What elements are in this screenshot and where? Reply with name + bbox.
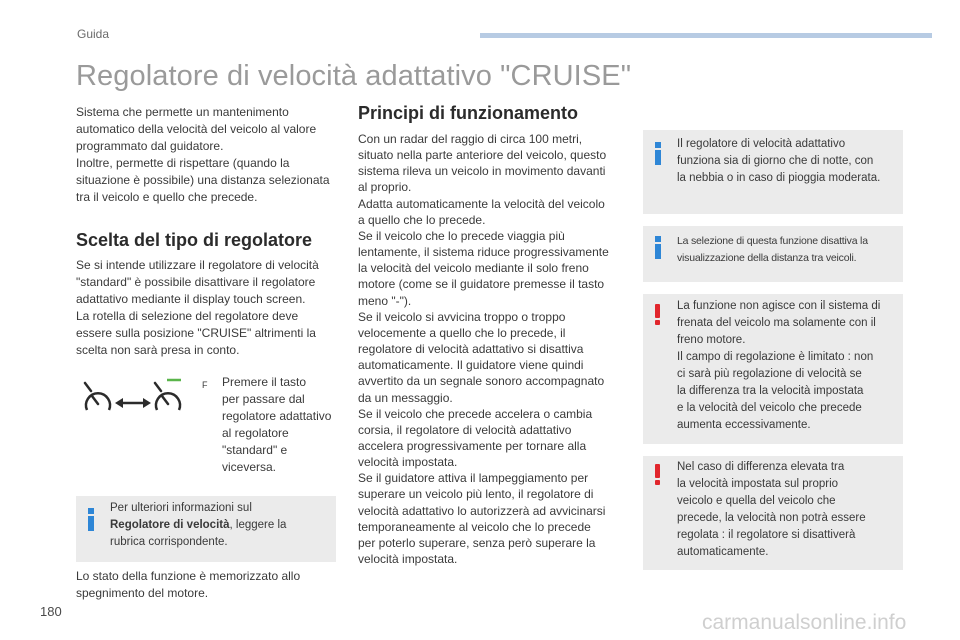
warning-line: freno motore. [677, 334, 746, 346]
principi-line: Se il veicolo che precede accelera o cambia [358, 406, 593, 421]
info-line: Regolatore di velocità, leggere la [110, 519, 287, 531]
header-bar [480, 33, 932, 38]
principi-line: Adatta automaticamente la velocità del veicolo [358, 196, 605, 211]
warning-line: La funzione non agisce con il sistema di [677, 300, 881, 312]
info-icon [655, 236, 661, 259]
warning-line: Il campo di regolazione è limitato : non [677, 351, 874, 363]
info-box-text [677, 136, 899, 187]
info-icon [655, 142, 661, 165]
warning-line: ci sarà più regolazione di velocità se [677, 368, 862, 380]
principi-line: velocemente a quello che lo precede, il [358, 325, 566, 340]
memory-note [76, 568, 346, 602]
principi-line: Se il guidatore attiva il lampeggiamento per [358, 471, 589, 486]
info-line: La selezione di questa funzione disattiva la [677, 235, 868, 247]
intro-line: tra il veicolo e quello che precede. [76, 190, 258, 204]
principi-line: Se il veicolo si avvicina troppo o troppo [358, 309, 566, 324]
scelta-line: Se si intende utilizzare il regolatore di velocità [76, 258, 319, 272]
principi-line: accelera progressivamente per tornare alla [358, 438, 587, 453]
principi-line: temporaneamente al veicolo che lo precede [358, 519, 591, 534]
scelta-line: essere sulla posizione "CRUISE" altrimenti la [76, 326, 316, 340]
warning-line: veicolo e quella del veicolo che [677, 495, 836, 507]
principi-heading: Principi di funzionamento [358, 103, 578, 123]
info-line: rubrica corrispondente. [110, 536, 228, 548]
regulator-toggle-illustration [82, 377, 192, 417]
intro-paragraph [76, 104, 346, 206]
principi-line: situato nella parte anteriore del veicolo, questo [358, 148, 607, 163]
principi-line: velocità impostata. [358, 552, 458, 567]
step-line: Premere il tasto [222, 375, 307, 389]
scelta-line: adattativo mediante il display touch screen. [76, 292, 306, 306]
principi-line: Se il veicolo che lo precede viaggia più [358, 228, 565, 243]
principi-line: la velocità del veicolo mediante il solo freno [358, 261, 589, 276]
step-line: "standard" e [222, 443, 288, 457]
principi-paragraph [358, 131, 628, 567]
info-line: Per ulteriori informazioni sul [110, 502, 252, 514]
warning-line: frenata del veicolo ma solamente con il [677, 317, 876, 329]
page-title: Regolatore di velocità adattativo "CRUISE" [76, 60, 632, 92]
principi-line: velocità impostata. [358, 455, 458, 470]
warning-icon [655, 304, 660, 325]
step-line: al regolatore [222, 426, 289, 440]
principi-line: per poterlo superare, senza però superare la [358, 535, 596, 550]
warning-line: precede, la velocità non potrà essere [677, 512, 866, 524]
warning-line: la differenza tra la velocità impostata [677, 385, 864, 397]
warning-box-text [677, 298, 901, 434]
intro-line: Inoltre, permette di rispettare (quando la [76, 156, 290, 170]
warning-line: automaticamente. [677, 546, 769, 558]
warning-line: aumenta eccessivamente. [677, 419, 811, 431]
scelta-heading: Scelta del tipo di regolatore [76, 230, 313, 250]
intro-line: automatico della velocità del veicolo al valore [76, 122, 317, 136]
scelta-line: La rotella di selezione del regolatore deve [76, 309, 299, 323]
info-line: la nebbia o in caso di pioggia moderata. [677, 172, 881, 184]
info-icon [88, 508, 94, 531]
warning-line: regolata : il regolatore si disattiverà [677, 529, 856, 541]
principi-line: al proprio. [358, 180, 412, 195]
warning-box-engine-brake [643, 294, 903, 444]
scelta-line: "standard" è possibile disattivare il regolatore [76, 275, 316, 289]
principi-line: velocità adattativo lo autorizzerà ad avvicinarsi [358, 503, 606, 518]
info-line: Il regolatore di velocità adattativo [677, 138, 846, 150]
memory-line: Lo stato della funzione è memorizzato allo [76, 569, 301, 583]
warning-line: Nel caso di differenza elevata tra [677, 461, 845, 473]
warning-box-speed-difference [643, 456, 903, 570]
intro-line: situazione è possibile) una distanza selezionata [76, 173, 330, 187]
memory-line: spegnimento del motore. [76, 586, 209, 600]
page-number: 180 [40, 604, 62, 619]
step-marker: F [202, 380, 208, 390]
principi-line: lentamente, il sistema riduce progressivamente [358, 245, 609, 260]
principi-line: meno "-"). [358, 293, 412, 308]
info-box-text [110, 500, 330, 551]
cross-reference-link[interactable]: Regolatore di velocità [110, 519, 230, 531]
intro-line: programmato dal guidatore. [76, 139, 224, 153]
principi-line: automaticamente. Il guidatore viene quindi [358, 358, 584, 373]
principi-line: sistema rileva un veicolo in movimento davanti [358, 164, 606, 179]
section-label: Guida [77, 27, 110, 41]
step-instruction [222, 374, 342, 476]
principi-line: regolatore di velocità adattativo si disattiva [358, 342, 584, 357]
warning-line: la velocità impostata sul proprio [677, 478, 839, 490]
info-box-text [677, 233, 901, 267]
intro-line: Sistema che permette un mantenimento [76, 105, 289, 119]
info-line: funziona sia di giorno che di notte, con [677, 155, 874, 167]
info-box-day-night [643, 130, 903, 214]
step-line: regolatore adattativo [222, 409, 332, 423]
warning-box-text [677, 459, 901, 561]
warning-icon [655, 464, 660, 485]
warning-line: e la velocità del veicolo che precede [677, 402, 862, 414]
principi-line: da un messaggio. [358, 390, 453, 405]
speedometer-toggle-icon [82, 377, 192, 417]
info-line: visualizzazione della distanza tra veicoli. [677, 252, 857, 264]
watermark: carmanualsonline.info [702, 611, 907, 634]
info-box-distance-display [643, 226, 903, 282]
principi-line: corsia, il regolatore di velocità adattativo [358, 422, 572, 437]
step-line: viceversa. [222, 460, 277, 474]
principi-line: avvertito da un segnale sonoro accompagnato [358, 374, 605, 389]
principi-line: motore (come se il guidatore premesse il tasto [358, 277, 605, 292]
step-line: per passare dal [222, 392, 305, 406]
principi-line: Con un radar del raggio di circa 100 metri, [358, 132, 583, 146]
principi-line: a quello che lo precede. [358, 212, 486, 227]
scelta-line: scelta non sarà presa in conto. [76, 343, 240, 357]
scelta-paragraph [76, 257, 346, 359]
info-box-more-info [76, 496, 336, 562]
principi-line: superare un veicolo più lento, il regolatore di [358, 487, 594, 502]
